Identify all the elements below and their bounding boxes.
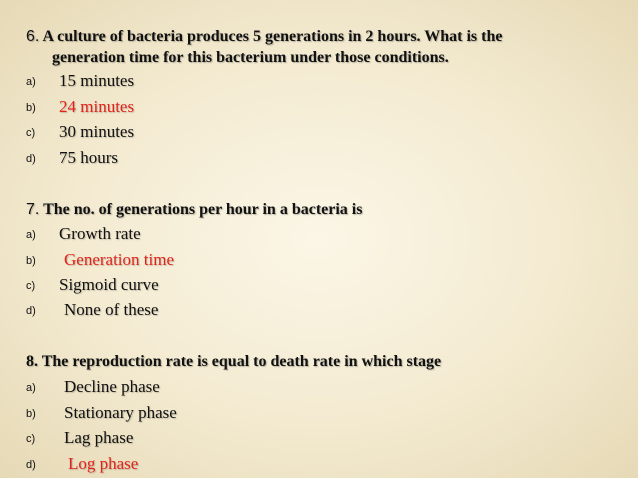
question-7: [26, 199, 616, 220]
option-8d[interactable]: [26, 453, 606, 477]
option-8c[interactable]: [26, 427, 606, 451]
option-6d[interactable]: [26, 147, 606, 171]
option-6b[interactable]: [26, 96, 606, 120]
option-text: Growth rate: [59, 224, 141, 243]
option-letter: b): [26, 255, 36, 267]
question-number: 8.: [26, 353, 38, 370]
option-8a[interactable]: [26, 376, 606, 400]
option-letter: c): [26, 433, 36, 445]
question-text: A culture of bacteria produces 5 generations in 2 hours. What is the: [42, 28, 503, 45]
question-number: 7.: [26, 201, 40, 218]
option-7b[interactable]: [26, 249, 606, 273]
option-text: Lag phase: [64, 428, 134, 447]
option-7c[interactable]: [26, 274, 606, 298]
option-6a[interactable]: [26, 70, 606, 94]
option-letter: a): [26, 76, 36, 88]
option-text: 30 minutes: [59, 122, 135, 141]
option-text: Sigmoid curve: [59, 275, 159, 294]
option-letter: d): [26, 153, 36, 165]
option-letter: d): [26, 305, 36, 317]
option-7a[interactable]: [26, 223, 606, 247]
option-text-correct: Log phase: [68, 454, 139, 473]
option-7d[interactable]: [26, 299, 606, 323]
option-text-correct: Generation time: [64, 250, 174, 269]
option-8b[interactable]: [26, 402, 606, 426]
option-letter: b): [26, 102, 36, 114]
option-text: Decline phase: [64, 377, 160, 396]
option-letter: b): [26, 408, 36, 420]
option-text: Stationary phase: [64, 403, 177, 422]
option-letter: a): [26, 382, 36, 394]
option-letter: c): [26, 127, 36, 139]
option-6c[interactable]: [26, 121, 606, 145]
option-text: None of these: [64, 300, 159, 319]
question-text-continued: generation time for this bacterium under those conditions.: [52, 49, 449, 66]
option-text-correct: 24 minutes: [59, 97, 135, 116]
question-number: 6.: [26, 28, 40, 45]
option-text: 75 hours: [59, 148, 119, 167]
question-text: The no. of generations per hour in a bacteria is: [43, 201, 363, 218]
option-letter: d): [26, 459, 36, 471]
question-8: [26, 351, 616, 372]
option-text: 15 minutes: [59, 71, 135, 90]
question-text: The reproduction rate is equal to death rate in which stage: [41, 353, 442, 370]
option-letter: a): [26, 229, 36, 241]
question-6: [26, 26, 616, 68]
option-letter: c): [26, 280, 36, 292]
